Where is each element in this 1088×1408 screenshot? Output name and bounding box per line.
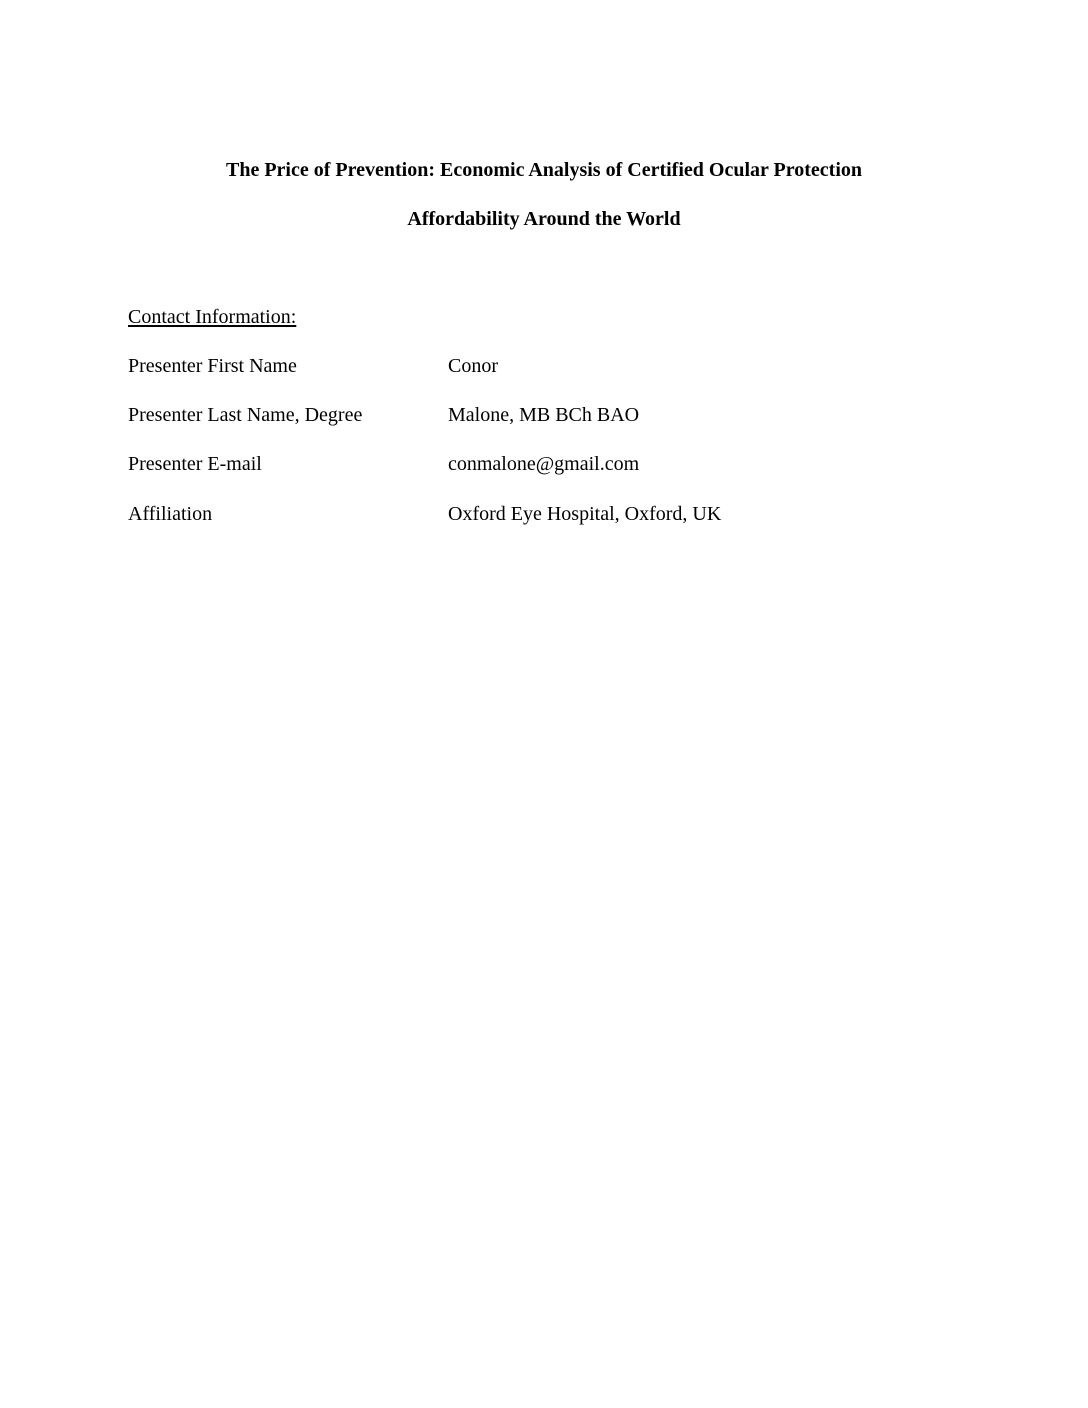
contact-value: Malone, MB BCh BAO (448, 404, 640, 426)
contact-label: Presenter E-mail (128, 453, 262, 475)
document-title-line-1: The Price of Prevention: Economic Analysis of Certified Ocular Protection (226, 159, 862, 181)
contact-row-email (128, 452, 888, 476)
contact-information-heading: Contact Information: (128, 306, 297, 328)
contact-value: Conor (448, 355, 498, 377)
contact-row-affiliation (128, 502, 888, 526)
contact-label: Presenter Last Name, Degree (128, 404, 363, 426)
document-title-line-2: Affordability Around the World (407, 208, 681, 230)
contact-value: Oxford Eye Hospital, Oxford, UK (448, 503, 722, 525)
contact-value: conmalone@gmail.com (448, 453, 640, 475)
contact-row-first-name (128, 354, 888, 378)
contact-label: Presenter First Name (128, 355, 297, 377)
contact-label: Affiliation (128, 503, 213, 525)
contact-row-last-name-degree (128, 403, 888, 427)
